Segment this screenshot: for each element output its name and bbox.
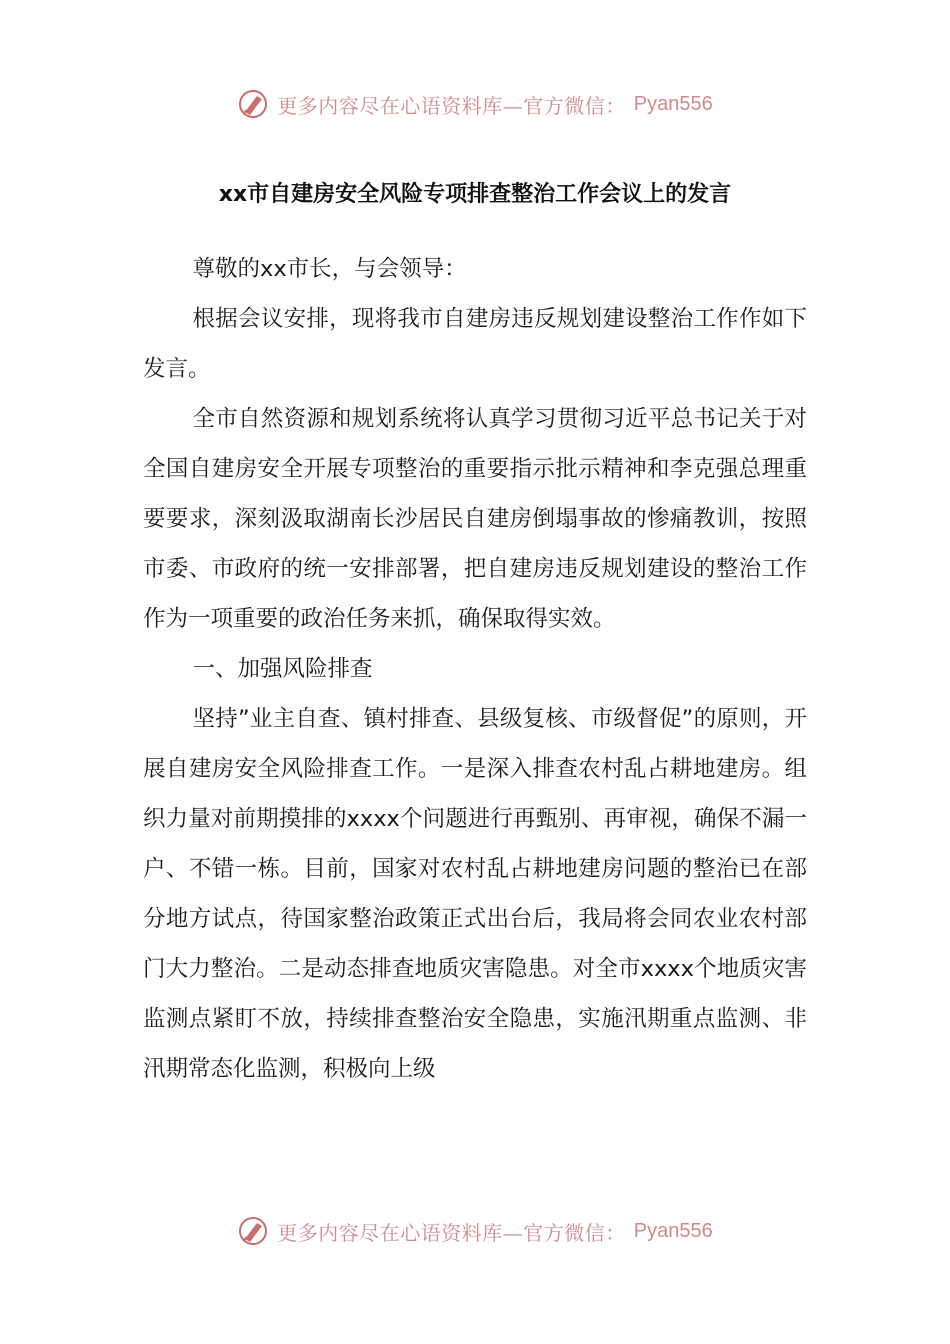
- paragraph: 全市自然资源和规划系统将认真学习贯彻习近平总书记关于对全国自建房安全开展专项整治的重要指示批示精神和李克强总理重要要求，深刻汲取湖南长沙居民自建房倒塌事故的惨痛教训，按照市委、市政府的统一安排部署，把自建房违反规划建设的整治工作作为一项重要的政治任务来抓，确保取得实效。: [143, 406, 807, 632]
- pen-nib-logo-icon: [237, 88, 269, 120]
- paragraph: 根据会议安排，现将我市自建房违反规划建设整治工作作如下发言。: [143, 306, 807, 382]
- watermark-wechat-id: Pyan556: [633, 1219, 713, 1242]
- watermark-footer: [0, 1211, 950, 1251]
- watermark-text: 更多内容尽在心语资料库—官方微信：: [277, 1220, 626, 1245]
- section-heading: 一、加强风险排查: [192, 656, 373, 682]
- document-title: xx市自建房安全风险专项排查整治工作会议上的发言: [218, 182, 732, 207]
- watermark-wechat-id: Pyan556: [633, 92, 713, 115]
- pen-nib-logo-icon: [237, 1215, 269, 1247]
- watermark-header: [0, 84, 950, 124]
- paragraph: 坚持”业主自查、镇村排查、县级复核、市级督促”的原则，开展自建房安全风险排查工作。一是深入排查农村乱占耕地建房。组织力量对前期摸排的xxxx个问题进行再甄别、再审视，确保不漏一户、不错一栋。目前，国家对农村乱占耕地建房问题的整治已在部分地方试点，待国家整治政策正式出台后，我局将会同农业农村部门大力整治。二是动态排查地质灾害隐患。对全市xxxx个地质灾害监测点紧盯不放，持续排查整治安全隐患，实施汛期重点监测、非汛期常态化监测，积极向上级: [143, 706, 807, 1082]
- document-body: [143, 170, 807, 1094]
- salutation: 尊敬的xx市长，与会领导：: [192, 256, 467, 282]
- watermark-text: 更多内容尽在心语资料库—官方微信：: [277, 93, 626, 118]
